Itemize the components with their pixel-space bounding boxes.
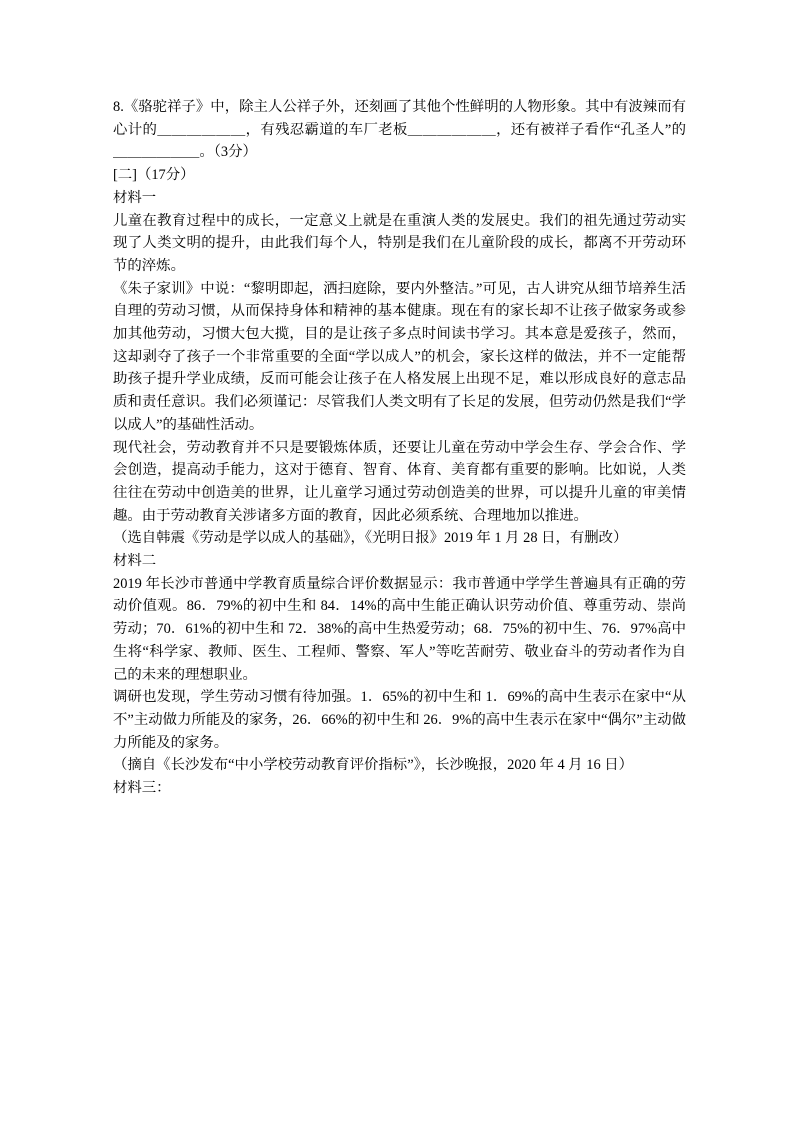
material-2-paragraph-2: 调研也发现，学生劳动习惯有待加强。1．65%的初中生和 1．69%的高中生表示在家中“从不”主动做力所能及的家务，26．66%的初中生和 26．9%的高中生表示在家中“偶尔”主动做力所能及的家务。 (113, 689, 686, 751)
material-2-source: （摘自《长沙发布“中小学校劳动教育评价指标”》，长沙晚报，2020 年 4 月 16 日） (113, 757, 634, 774)
material-1-paragraph-1: 儿童在教育过程中的成长，一定意义上就是在重演人类的发展史。我们的祖先通过劳动实现了人类文明的提升，由此我们每个人，特别是我们在儿童阶段的成长，都离不开劳动环节的淬炼。 (113, 212, 686, 274)
material-1-paragraph-2: 《朱子家训》中说：“黎明即起，洒扫庭除，要内外整洁。”可见，古人讲究从细节培养生活自理的劳动习惯，从而保持身体和精神的基本健康。现在有的家长却不让孩子做家务或参加其他劳动，习惯大包大揽，目的是让孩子多点时间读书学习。其本意是爱孩子，然而，这却剥夺了孩子一个非常重要的全面“学以成人”的机会，家长这样的做法，并不一定能帮助孩子提升学业成绩，反而可能会让孩子在人格发展上出现不足，难以形成良好的意志品质和责任意识。我们必须谨记：尽管我们人类文明有了长足的发展，但劳动仍然是我们“学以成人”的基础性活动。 (113, 280, 686, 433)
question-8: 8.《骆驼祥子》中，除主人公祥子外，还刻画了其他个性鲜明的人物形象。其中有波辣而有心计的＿＿＿＿＿＿，有残忍霸道的车厂老板＿＿＿＿＿＿，还有被祥子看作“孔圣人”的＿＿＿＿＿＿。（3分） (113, 99, 686, 161)
material-1-label: 材料一 (113, 189, 157, 206)
material-1-paragraph-3: 现代社会，劳动教育并不只是要锻炼体质，还要让儿童在劳动中学会生存、学会合作、学会创造，提高动手能力，这对于德育、智育、体育、美育都有重要的影响。比如说，人类往往在劳动中创造美的世界，让儿童学习通过劳动创造美的世界，可以提升儿童的审美情趣。由于劳动教育关涉诸多方面的教育，因此必须系统、合理地加以推进。 (113, 439, 686, 524)
material-2-label: 材料二 (113, 553, 157, 570)
section-heading: [二]（17分） (113, 167, 195, 184)
material-3-label: 材料三： (113, 780, 171, 797)
material-1-source: （选自韩震《劳动是学以成人的基础》，《光明日报》2019 年 1 月 28 日，有删改） (113, 530, 628, 547)
material-2-paragraph-1: 2019 年长沙市普通中学教育质量综合评价数据显示：我市普通中学学生普遍具有正确的劳动价值观。86．79%的初中生和 84．14%的高中生能正确认识劳动价值、尊重劳动、崇尚劳动；70．61%的初中生和 72．38%的高中生热爱劳动；68．75%的初中生、76．97%高中生将“科学家、教师、医生、工程师、警察、军人”等吃苦耐劳、敬业奋斗的劳动者作为自己的未来的理想职业。 (113, 575, 686, 683)
